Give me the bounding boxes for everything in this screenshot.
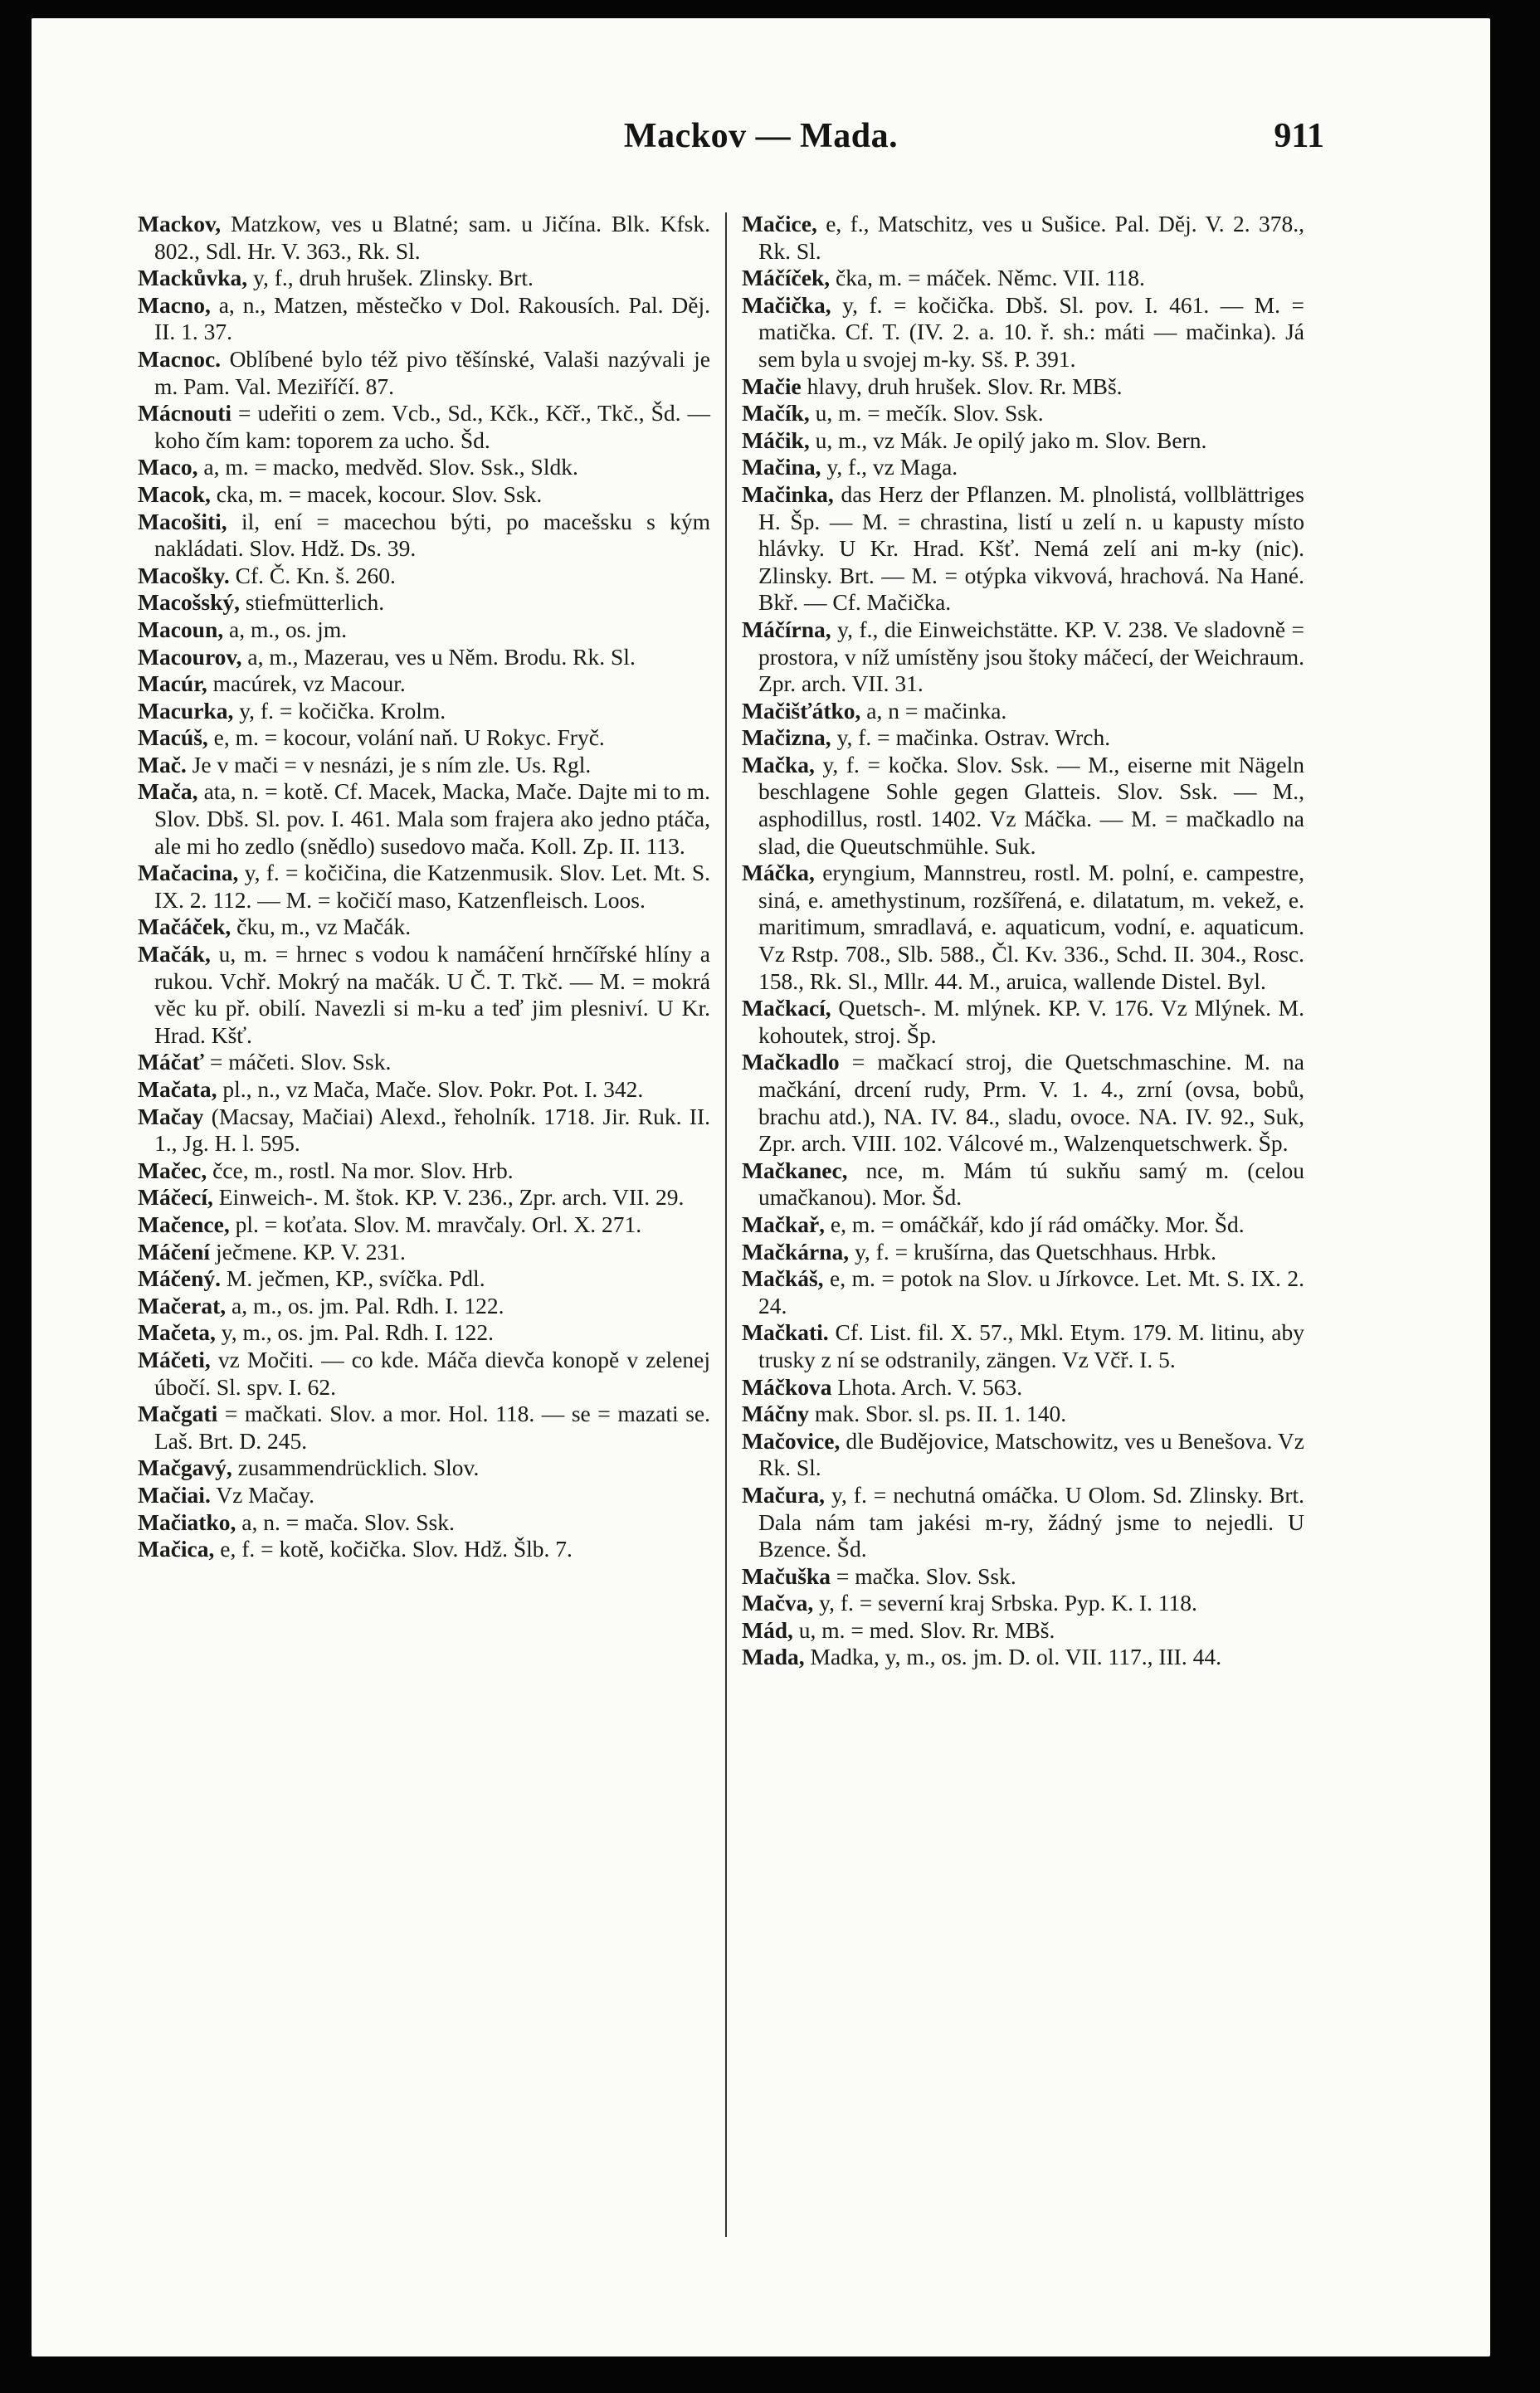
entry-headword: Máčírna,	[742, 616, 831, 642]
dictionary-entry	[138, 1401, 710, 1455]
entry-text: u, m. = mečík. Slov. Ssk.	[809, 400, 1044, 426]
entry-text: e, m. = omáčkář, kdo jí rád omáčky. Mor. Šd.	[825, 1211, 1245, 1237]
dictionary-entry	[742, 1239, 1304, 1266]
entry-text: y, f., druh hrušek. Zlinsky. Brt.	[247, 265, 534, 291]
entry-headword: Macourov,	[138, 643, 242, 670]
entry-headword: Mačiai.	[138, 1481, 211, 1508]
entry-text: Einweich-. M. štok. KP. V. 236., Zpr. arch. VII. 29.	[212, 1184, 685, 1211]
dictionary-entry	[742, 481, 1304, 617]
dictionary-entry	[138, 778, 710, 860]
dictionary-entry	[138, 509, 710, 563]
entry-headword: Mácnouti	[138, 400, 232, 426]
dictionary-entry	[138, 724, 710, 752]
dictionary-entry	[742, 292, 1304, 373]
dictionary-entry	[742, 373, 1304, 401]
entry-headword: Mačkař,	[742, 1211, 826, 1237]
entry-text: = máčeti. Slov. Ssk.	[204, 1049, 392, 1075]
entry-headword: Mačáček,	[138, 914, 231, 940]
entry-headword: Mačeta,	[138, 1319, 216, 1346]
entry-headword: Maco,	[138, 454, 198, 480]
dictionary-entry	[138, 1211, 710, 1239]
dictionary-entry	[138, 860, 710, 914]
entry-text: Madka, y, m., os. jm. D. ol. VII. 117., III. 44.	[804, 1644, 1221, 1670]
entry-headword: Mačgati	[138, 1401, 218, 1427]
dictionary-entry	[138, 1293, 710, 1320]
entry-text: y, f. = kočičina, die Katzenmusik. Slov. Let. Mt. S. IX. 2. 112. — M. = kočičí maso, Katzenfleisch. Loos.	[154, 860, 710, 913]
entry-headword: Mačkáš,	[742, 1265, 824, 1292]
entry-headword: Mačovice,	[742, 1427, 841, 1454]
dictionary-entry	[742, 454, 1304, 481]
entry-headword: Mačacina,	[138, 860, 239, 886]
entry-text: y, f. = severní kraj Srbska. Pyp. K. I. 118.	[813, 1590, 1197, 1616]
column-divider	[725, 212, 727, 2237]
entry-text: Je v mači = v nesnázi, je s ním zle. Us. Rgl.	[186, 751, 592, 777]
dictionary-entry	[138, 1455, 710, 1482]
dictionary-entry	[138, 1049, 710, 1076]
entry-text: = mačkati. Slov. a mor. Hol. 118. — se = mazati se. Laš. Brt. D. 245.	[154, 1401, 710, 1454]
dictionary-entry	[138, 454, 710, 481]
dictionary-entry	[138, 1482, 710, 1509]
dictionary-entry	[138, 670, 710, 698]
entry-headword: Mačata,	[138, 1076, 217, 1102]
entry-text: y, f. = mačinka. Ostrav. Wrch.	[831, 724, 1111, 751]
entry-text: nce, m. Mám tú sukňu samý m. (celou umačkanou). Mor. Šd.	[758, 1157, 1304, 1211]
entry-text: das Herz der Pflanzen. M. plnolistá, vollblättriges H. Šp. — M. = chrastina, listí u zelí n. u kapusty místo hlávky. U Kr. Hrad. Kšť. Nemá zelí ani m-ky (nic). Zlinsky. Brt. — M. = otýpka vikvová, hrachová. Na Hané. Bkř. — Cf. Mačička.	[758, 480, 1304, 616]
page-number: 911	[1274, 117, 1324, 155]
entry-text: y, f. = kočička. Dbš. Sl. pov. I. 461. — M. = matička. Cf. T. (IV. 2. a. 10. ř. sh.: máti — mačinka). Já sem byla u svojej m-ky. Sš. P. 391.	[758, 291, 1304, 372]
dictionary-entry	[742, 724, 1304, 752]
dictionary-entry	[138, 563, 710, 590]
entry-headword: Macno,	[138, 291, 211, 318]
entry-text: y, f. = krušírna, das Quetschhaus. Hrbk.	[849, 1238, 1217, 1265]
dictionary-entry	[138, 1509, 710, 1537]
dictionary-entry	[742, 617, 1304, 698]
entry-text: e, f. = kotě, kočička. Slov. Hdž. Šlb. 7.	[214, 1536, 573, 1562]
entry-headword: Macurka,	[138, 697, 234, 724]
entry-headword: Macúr,	[138, 670, 207, 697]
dictionary-entry	[138, 914, 710, 941]
entry-headword: Mačizna,	[742, 724, 831, 751]
dictionary-entry	[138, 265, 710, 292]
entry-text: a, m., os. jm. Pal. Rdh. I. 122.	[226, 1292, 504, 1318]
entry-headword: Mackůvka,	[138, 265, 248, 291]
entry-text: a, n = mačinka.	[860, 697, 1007, 724]
entry-headword: Mačišťátko,	[742, 697, 861, 724]
dictionary-entry	[742, 427, 1304, 455]
dictionary-entry	[742, 1428, 1304, 1482]
dictionary-entry	[138, 644, 710, 671]
dictionary-entry	[742, 995, 1304, 1049]
entry-headword: Mačinka,	[742, 480, 834, 507]
dictionary-entry	[742, 265, 1304, 292]
entry-headword: Máčik,	[742, 426, 810, 453]
entry-headword: Máčecí,	[138, 1184, 213, 1211]
entry-headword: Mačkanec,	[742, 1157, 848, 1183]
entry-headword: Macúš,	[138, 724, 208, 751]
running-head: Mackov — Mada.	[623, 117, 899, 155]
entry-headword: Máčíček,	[742, 265, 831, 291]
entry-text: y, f., die Einweichstätte. KP. V. 238. Ve sladovně = prostora, v níž umístěny jsou štoky máčecí, der Weichraum. Zpr. arch. VII. 31.	[758, 616, 1304, 697]
dictionary-entry	[742, 400, 1304, 427]
entry-text: y, f. = kočka. Slov. Ssk. — M., eiserne mit Nägeln beschlagene Sohle gegen Glatteis. Slov. Ssk. — M., asphodillus, rostl. 1402. Vz Máčka. — M. = mačkadlo na slad, die Queutschmühle. Suk.	[758, 751, 1304, 859]
entry-headword: Mačura,	[742, 1481, 826, 1508]
entry-headword: Mačkárna,	[742, 1238, 850, 1265]
entry-text: (Macsay, Mačiai) Alexd., řeholník. 1718. Jir. Ruk. II. 1., Jg. H. l. 595.	[154, 1103, 710, 1157]
left-column	[138, 211, 710, 1563]
entry-text: hlavy, druh hrušek. Slov. Rr. MBš.	[801, 373, 1123, 399]
dictionary-entry	[742, 1158, 1304, 1211]
entry-headword: Mačec,	[138, 1157, 207, 1183]
entry-headword: Macnoc.	[138, 345, 222, 372]
dictionary-entry	[138, 941, 710, 1049]
entry-text: ječmene. KP. V. 231.	[210, 1238, 406, 1265]
entry-text: ata, n. = kotě. Cf. Macek, Macka, Mače. Dajte mi to m. Slov. Dbš. Sl. pov. I. 461. Mala som frajera ako jedno ptáča, ale mi ho zedlo (snědlo) susedovo mača. Koll. Zp. II. 113.	[154, 778, 710, 859]
entry-text: a, m., Mazerau, ves u Něm. Brodu. Rk. Sl.	[241, 643, 636, 670]
entry-text: = mačkací stroj, die Quetschmaschine. M. na mačkání, drcení rudy, Prm. V. 1. 4., zrní (ovsa, bobů, brachu atd.), NA. IV. 84., sladu, ovoce. NA. IV. 92., Suk, Zpr. arch. VIII. 102. Válcové m., Walzenquetschwerk. Šp.	[758, 1049, 1304, 1157]
entry-text: a, m. = macko, medvěd. Slov. Ssk., Sldk.	[197, 454, 578, 480]
entry-headword: Mača,	[138, 778, 198, 805]
dictionary-entry	[138, 211, 710, 265]
entry-headword: Macošky.	[138, 562, 230, 588]
entry-headword: Máčny	[742, 1401, 809, 1427]
entry-headword: Mačák,	[138, 941, 211, 967]
entry-text: pl., n., vz Mača, Mače. Slov. Pokr. Pot. I. 342.	[217, 1076, 644, 1102]
entry-headword: Macošiti,	[138, 508, 227, 534]
dictionary-entry	[742, 1563, 1304, 1591]
dictionary-entry	[138, 752, 710, 779]
entry-headword: Mačík,	[742, 400, 810, 426]
entry-headword: Mačuška	[742, 1562, 831, 1589]
dictionary-entry	[138, 617, 710, 644]
entry-text: dle Budějovice, Matschowitz, ves u Benešova. Vz Rk. Sl.	[758, 1427, 1304, 1481]
dictionary-entry	[742, 860, 1304, 995]
entry-headword: Mačička,	[742, 291, 831, 318]
entry-text: u, m., vz Mák. Je opilý jako m. Slov. Bern.	[809, 426, 1207, 453]
entry-text: = udeřiti o zem. Vcb., Sd., Kčk., Kčř., Tkč., Šd. — koho čím kam: toporem za ucho. Šd.	[154, 400, 710, 453]
dictionary-entry	[742, 1049, 1304, 1157]
entry-headword: Mád,	[742, 1616, 793, 1643]
dictionary-entry	[742, 1211, 1304, 1239]
dictionary-entry	[138, 1265, 710, 1293]
entry-headword: Mačkadlo	[742, 1049, 840, 1075]
dictionary-entry	[138, 400, 710, 454]
entry-text: macúrek, vz Macour.	[207, 670, 406, 697]
entry-headword: Máčený.	[138, 1265, 222, 1292]
entry-text: y, f., vz Maga.	[821, 454, 958, 480]
entry-text: Cf. Č. Kn. š. 260.	[229, 562, 396, 588]
dictionary-entry	[138, 292, 710, 346]
entry-headword: Máčkova	[742, 1373, 832, 1400]
entry-headword: Macošský,	[138, 589, 240, 616]
dictionary-entry	[742, 1319, 1304, 1373]
dictionary-entry	[742, 698, 1304, 725]
entry-text: pl. = koťata. Slov. M. mravčaly. Orl. X. 271.	[229, 1211, 642, 1237]
dictionary-entry	[138, 1239, 710, 1266]
entry-headword: Mačgavý,	[138, 1455, 232, 1481]
entry-text: čce, m., rostl. Na mor. Slov. Hrb.	[207, 1157, 514, 1183]
entry-headword: Mačiatko,	[138, 1508, 236, 1535]
dictionary-entry	[742, 1265, 1304, 1319]
entry-text: Vz Mačay.	[210, 1481, 315, 1508]
entry-text: mak. Sbor. sl. ps. II. 1. 140.	[808, 1401, 1067, 1427]
entry-headword: Macok,	[138, 480, 211, 507]
entry-text: y, m., os. jm. Pal. Rdh. I. 122.	[215, 1319, 495, 1346]
entry-headword: Mada,	[742, 1644, 805, 1670]
entry-text: e, m. = kocour, volání naň. U Rokyc. Fryč.	[207, 724, 605, 751]
entry-headword: Máčať	[138, 1049, 204, 1075]
entry-text: e, f., Matschitz, ves u Sušice. Pal. Děj. V. 2. 378., Rk. Sl.	[758, 211, 1304, 264]
dictionary-entry	[138, 1536, 710, 1563]
dictionary-entry	[138, 1158, 710, 1185]
dictionary-entry	[138, 481, 710, 509]
entry-text: M. ječmen, KP., svíčka. Pdl.	[221, 1265, 485, 1292]
entry-text: a, n. = mača. Slov. Ssk.	[236, 1508, 455, 1535]
entry-headword: Mačie	[742, 373, 802, 399]
entry-text: il, ení = macechou býti, po macešsku s kým nakládati. Slov. Hdž. Ds. 39.	[154, 508, 710, 562]
dictionary-entry	[742, 1590, 1304, 1617]
right-column	[742, 211, 1304, 1671]
entry-text: zusammendrücklich. Slov.	[231, 1455, 480, 1481]
dictionary-entry	[742, 1644, 1304, 1671]
entry-text: cka, m. = macek, kocour. Slov. Ssk.	[210, 480, 543, 507]
entry-text: a, m., os. jm.	[223, 616, 348, 642]
dictionary-entry	[138, 698, 710, 725]
entry-text: y, f. = kočička. Krolm.	[233, 697, 446, 724]
entry-headword: Mačence,	[138, 1211, 230, 1237]
entry-headword: Mačina,	[742, 454, 821, 480]
entry-headword: Máčeti,	[138, 1346, 211, 1372]
dictionary-entry	[742, 1374, 1304, 1401]
dictionary-entry	[742, 1401, 1304, 1428]
dictionary-entry	[138, 1319, 710, 1347]
entry-text: Matzkow, ves u Blatné; sam. u Jičína. Blk. Kfsk. 802., Sdl. Hr. V. 363., Rk. Sl.	[154, 211, 710, 264]
dictionary-entry	[138, 346, 710, 400]
entry-headword: Máčení	[138, 1238, 211, 1265]
entry-headword: Mačerat,	[138, 1292, 227, 1318]
entry-text: Oblíbené bylo též pivo těšínské, Valaši nazývali je m. Pam. Val. Meziříčí. 87.	[154, 345, 710, 399]
dictionary-entry	[138, 1347, 710, 1401]
entry-text: = mačka. Slov. Ssk.	[830, 1562, 1016, 1589]
entry-headword: Mačva,	[742, 1590, 814, 1616]
dictionary-entry	[138, 1104, 710, 1158]
entry-headword: Mačka,	[742, 751, 815, 777]
dictionary-entry	[138, 589, 710, 617]
entry-text: eryngium, Mannstreu, rostl. M. polní, e. campestre, siná, e. amethystinum, rozšířená, e. dilatatum, m. vekež, e. maritimum, smradlavá, e. aquaticum, vodní, e. aquaticum. Vz Rstp. 708., Slb. 588., Čl. Kv. 336., Schd. II. 304., Rosc. 158., Rk. Sl., Mllr. 44. M., aruica, wallende Distel. Byl.	[758, 860, 1304, 994]
entry-headword: Mackov,	[138, 211, 222, 236]
entry-headword: Macoun,	[138, 616, 224, 642]
dictionary-entry	[742, 1617, 1304, 1645]
entry-headword: Mač.	[138, 751, 187, 777]
entry-text: stiefmütterlich.	[240, 589, 385, 616]
entry-text: e, m. = potok na Slov. u Jírkovce. Let. Mt. S. IX. 2. 24.	[758, 1265, 1304, 1318]
entry-text: Cf. List. fil. X. 57., Mkl. Etym. 179. M. litinu, aby trusky z ní se odstranily, zängen. Vz Včř. I. 5.	[758, 1319, 1304, 1372]
entry-text: vz Močiti. — co kde. Máča dievča konopě v zelenej úbočí. Sl. spv. I. 62.	[154, 1346, 710, 1400]
entry-text: u, m. = med. Slov. Rr. MBš.	[792, 1616, 1055, 1643]
entry-text: a, n., Matzen, městečko v Dol. Rakousích. Pal. Děj. II. 1. 37.	[154, 291, 710, 345]
entry-headword: Mačice,	[742, 211, 817, 236]
entry-text: Quetsch-. M. mlýnek. KP. V. 176. Vz Mlýnek. M. kohoutek, stroj. Šp.	[758, 995, 1304, 1048]
dictionary-entry	[138, 1076, 710, 1104]
entry-text: Lhota. Arch. V. 563.	[831, 1373, 1023, 1400]
dictionary-entry	[742, 752, 1304, 860]
dictionary-entry	[138, 1184, 710, 1211]
entry-text: čku, m., vz Mačák.	[231, 914, 412, 940]
dictionary-page	[32, 18, 1490, 2356]
entry-text: y, f. = nechutná omáčka. U Olom. Sd. Zlinsky. Brt. Dala nám tam jakési m-ry, žádný jsme to nejedli. U Bzence. Šd.	[758, 1481, 1304, 1562]
dictionary-entry	[742, 1482, 1304, 1563]
entry-headword: Mačkací,	[742, 995, 831, 1021]
page-header	[32, 116, 1490, 166]
dictionary-entry	[742, 211, 1304, 265]
entry-headword: Mačkati.	[742, 1319, 829, 1346]
entry-text: u, m. = hrnec s vodou k namáčení hrnčířské hlíny a rukou. Vchř. Mokrý na mačák. U Č. T. Tkč. — M. = mokrá věc ku př. obilí. Navezli si m-ku a teď jim plesniví. U Kr. Hrad. Kšť.	[154, 941, 710, 1048]
entry-headword: Mačica,	[138, 1536, 215, 1562]
entry-headword: Mačay	[138, 1103, 204, 1129]
entry-headword: Máčka,	[742, 860, 815, 886]
entry-text: čka, m. = máček. Němc. VII. 118.	[830, 265, 1145, 291]
